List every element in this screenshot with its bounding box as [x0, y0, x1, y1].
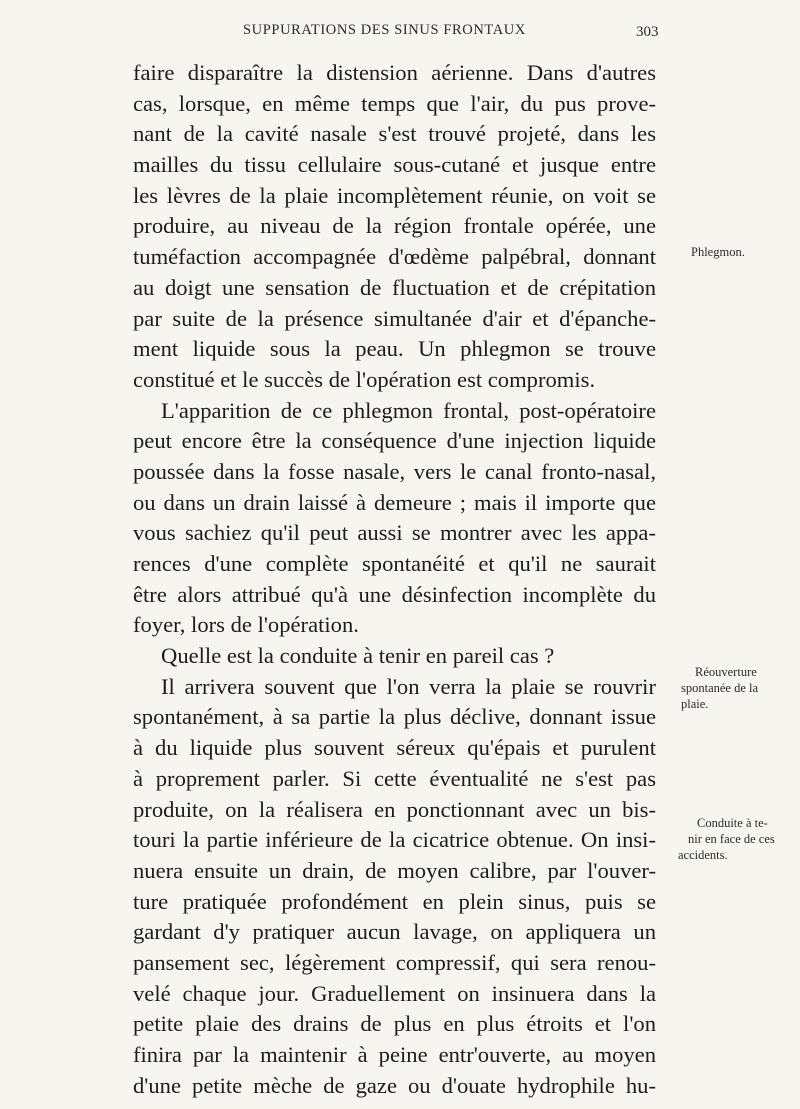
text-line: Il arrivera souvent que l'on verra la plaie se rouvrir	[161, 673, 656, 699]
text-line: Quelle est la conduite à tenir en pareil cas ?	[161, 643, 555, 669]
margin-note-conduite	[678, 815, 790, 863]
text-line: foyer, lors de l'opération.	[133, 612, 359, 638]
margin-note-reouverture	[681, 664, 787, 712]
text-line: petite plaie des drains de plus en plus étroits et l'on	[133, 1011, 656, 1037]
text-line: spontanément, à sa partie la plus déclive, donnant issue	[133, 704, 656, 730]
running-title: SUPPURATIONS DES SINUS FRONTAUX	[243, 22, 526, 38]
text-line: être alors attribué qu'à une désinfection incomplète du	[133, 581, 656, 607]
text-line: nant de la cavité nasale s'est trouvé projeté, dans les	[133, 121, 656, 147]
text-line: tuméfaction accompagnée d'œdème palpébral, donnant	[133, 244, 656, 270]
text-line: rences d'une complète spontanéité et qu'il ne saurait	[133, 551, 656, 576]
text-line: peut encore être la conséquence d'une injection liquide	[133, 428, 656, 454]
text-line: d'une petite mèche de gaze ou d'ouate hydrophile hu-	[133, 1072, 656, 1098]
margin-note-phlegmon	[691, 244, 745, 260]
text-line: nuera ensuite un drain, de moyen calibre, par l'ouver-	[133, 857, 656, 883]
margin-note-line: Conduite à te-	[697, 816, 768, 830]
body-text	[133, 58, 656, 1101]
margin-note-line: spontanée de la	[681, 681, 759, 695]
text-line: pansement sec, légèrement compressif, qui sera renou-	[133, 949, 656, 975]
text-line: produire, au niveau de la région frontale opérée, une	[133, 213, 656, 239]
text-line: au doigt une sensation de fluctuation et de crépitation	[133, 274, 656, 300]
text-line: ment liquide sous la peau. Un phlegmon se trouve	[133, 336, 656, 362]
text-line: faire disparaître la distension aérienne. Dans d'autres	[133, 60, 656, 85]
margin-note-line: Réouverture	[695, 665, 757, 679]
margin-note-line: nir en face de ces	[688, 832, 775, 846]
text-line: vous sachiez qu'il peut aussi se montrer avec les appa-	[133, 520, 656, 546]
text-line: ou dans un drain laissé à demeure ; mais il importe que	[133, 489, 656, 515]
margin-note-line: accidents.	[678, 848, 728, 862]
text-line: à du liquide plus souvent séreux qu'épais et purulent	[133, 735, 656, 761]
text-line: ture pratiquée profondément en plein sinus, puis se	[133, 888, 656, 914]
text-line: touri la partie inférieure de la cicatrice obtenue. On insi-	[133, 827, 656, 853]
margin-note-line: plaie.	[681, 697, 709, 711]
text-line: mailles du tissu cellulaire sous-cutané et jusque entre	[133, 152, 656, 178]
text-line: constitué et le succès de l'opération est compromis.	[133, 366, 596, 392]
text-line: à proprement parler. Si cette éventualité ne s'est pas	[133, 765, 656, 791]
text-line: produite, on la réalisera en ponctionnant avec un bis-	[133, 796, 656, 822]
text-line: les lèvres de la plaie incomplètement réunie, on voit se	[133, 182, 656, 208]
margin-note-line: Phlegmon.	[691, 245, 745, 259]
page-number: 303	[636, 24, 659, 40]
text-line: gardant d'y pratiquer aucun lavage, on appliquera un	[133, 919, 656, 945]
text-line: cas, lorsque, en même temps que l'air, du pus prove-	[133, 90, 656, 116]
text-line: finira par la maintenir à peine entr'ouverte, au moyen	[133, 1042, 656, 1067]
text-line: poussée dans la fosse nasale, vers le canal fronto-nasal,	[133, 458, 656, 484]
text-line: par suite de la présence simultanée d'air et d'épanche-	[133, 305, 656, 331]
text-line: L'apparition de ce phlegmon frontal, post-opératoire	[161, 397, 656, 423]
text-line: velé chaque jour. Graduellement on insinuera dans la	[133, 980, 656, 1006]
